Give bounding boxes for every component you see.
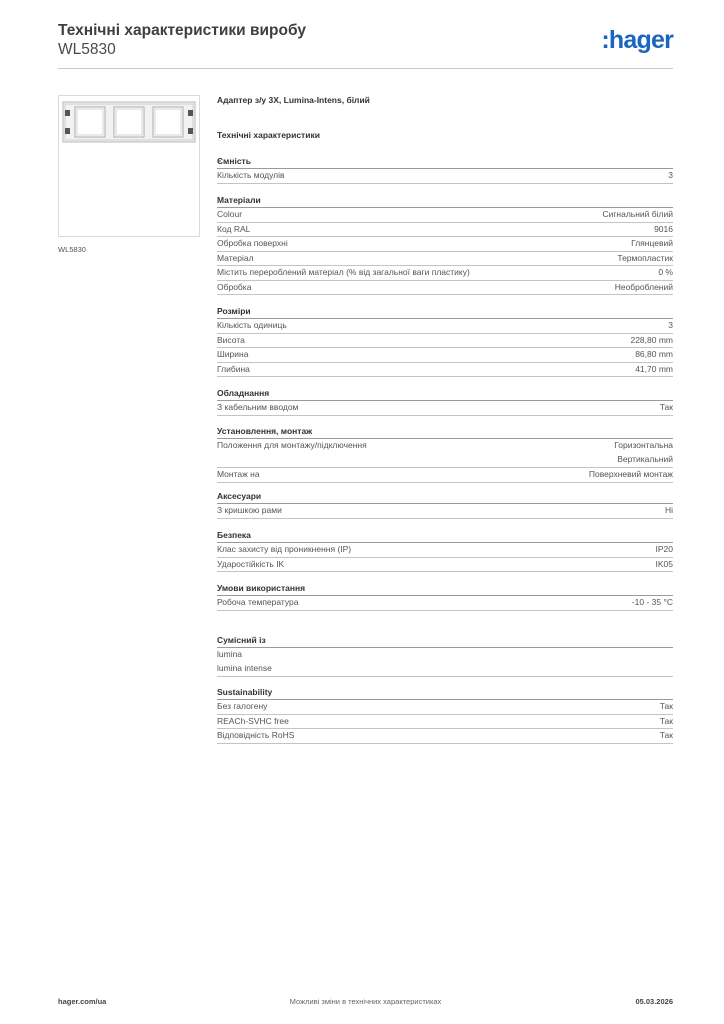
product-name: Адаптер з/у 3X, Lumina-Intens, білий: [217, 95, 370, 105]
spec-row: [217, 319, 673, 334]
spec-row: [217, 648, 673, 677]
disclaimer-text: Можливі зміни в технічних характеристиках: [289, 997, 442, 1006]
spec-row: [217, 208, 673, 223]
spec-value: Так: [659, 715, 673, 726]
spec-row: [217, 281, 673, 296]
spec-label: lumina intense: [217, 662, 272, 673]
specs-heading: Технічні характеристики: [217, 130, 320, 140]
group-title: Sustainability: [217, 686, 673, 700]
spec-label: Клас захисту від проникнення (IP): [217, 544, 352, 554]
spec-label: Глибина: [217, 363, 250, 374]
spec-value: 0 %: [658, 267, 673, 277]
spec-value: Необроблений: [614, 281, 673, 292]
spec-row: [217, 363, 673, 378]
spec-row: [217, 715, 673, 730]
group-title: Безпека: [217, 529, 673, 543]
spec-value: Горизонтальна: [614, 440, 673, 450]
spec-label: Без галогену: [217, 701, 268, 711]
group-title: Ємність: [217, 155, 673, 169]
group-compatible: [217, 634, 673, 677]
spec-row: [217, 401, 673, 416]
spec-value: Так: [659, 701, 673, 711]
document-title: Технічні характеристики виробу: [58, 22, 306, 39]
group-equipment: [217, 387, 673, 416]
spec-row: [217, 729, 673, 744]
spec-label: REACh-SVHC free: [217, 715, 289, 726]
spec-label: Робоча температура: [217, 597, 299, 607]
group-title: Розміри: [217, 305, 673, 319]
page-footer: [58, 997, 673, 1011]
spec-label: Матеріал: [217, 252, 254, 263]
spec-label: lumina: [217, 649, 243, 659]
spec-label: Ударостійкість IK: [217, 558, 285, 569]
product-image: [58, 95, 200, 237]
spec-value: IK05: [655, 558, 673, 569]
spec-label: Містить перероблений матеріал (% від загальної ваги пластику): [217, 267, 470, 277]
spec-row: [217, 169, 673, 184]
group-title: Сумісний із: [217, 634, 673, 648]
spec-label: Обробка: [217, 281, 252, 292]
spec-value: 228,80 mm: [630, 334, 673, 345]
image-caption: WL5830: [58, 245, 86, 254]
header-divider: [58, 68, 673, 69]
spec-value: IP20: [655, 544, 673, 554]
group-title: Матеріали: [217, 194, 673, 208]
spec-value: Так: [659, 402, 673, 412]
spec-row: [217, 468, 673, 483]
spec-row: [217, 543, 673, 558]
group-capacity: [217, 155, 673, 184]
spec-label: Colour: [217, 209, 243, 219]
group-title: Установлення, монтаж: [217, 425, 673, 439]
spec-value: 41,70 mm: [635, 363, 673, 374]
spec-row: [217, 348, 673, 363]
group-conditions: [217, 582, 673, 611]
group-title: Аксесуари: [217, 490, 673, 504]
spec-value: 86,80 mm: [635, 349, 673, 359]
spec-value: 3: [668, 320, 673, 330]
spec-label: Код RAL: [217, 223, 251, 234]
spec-value: Так: [659, 730, 673, 740]
spec-value: Сигнальний білий: [602, 209, 673, 219]
spec-row: [217, 558, 673, 573]
spec-label: Кількість одиниць: [217, 320, 287, 330]
spec-label: Обробка поверхні: [217, 238, 288, 248]
spec-label: З кабельним вводом: [217, 402, 299, 412]
frame-adapter-illustration: [59, 96, 199, 236]
spec-value: 3: [668, 170, 673, 180]
spec-row: [217, 237, 673, 252]
spec-label: Висота: [217, 334, 245, 345]
spec-label: Ширина: [217, 349, 249, 359]
group-dimensions: [217, 305, 673, 377]
spec-label: Кількість модулів: [217, 170, 285, 180]
spec-row: [217, 700, 673, 715]
spec-row: [217, 266, 673, 281]
group-sustainability: [217, 686, 673, 744]
spec-value: Поверхневий монтаж: [588, 469, 673, 479]
spec-label: Монтаж на: [217, 469, 260, 479]
spec-value: 9016: [654, 223, 673, 234]
product-code: WL5830: [58, 41, 116, 58]
document-date: 05.03.2026: [635, 997, 673, 1006]
spec-label: З кришкою рами: [217, 505, 282, 515]
spec-row: [217, 596, 673, 611]
spec-value: Термопластик: [617, 252, 673, 263]
spec-row: [217, 504, 673, 519]
group-title: Умови використання: [217, 582, 673, 596]
document-header: [58, 20, 673, 70]
spec-value: Вертикальний: [617, 453, 673, 464]
group-title: Обладнання: [217, 387, 673, 401]
spec-row: [217, 439, 673, 468]
spec-value: Глянцевий: [631, 238, 673, 248]
hager-logo[interactable]: :hager: [601, 26, 673, 54]
spec-value: Ні: [664, 505, 673, 515]
group-materials: [217, 194, 673, 295]
group-accessories: [217, 490, 673, 519]
group-safety: [217, 529, 673, 572]
group-installation: [217, 425, 673, 483]
spec-value: -10 - 35 °C: [631, 597, 673, 607]
spec-row: [217, 223, 673, 238]
website-link[interactable]: hager.com/ua: [58, 997, 107, 1006]
spec-label: Положення для монтажу/підключення: [217, 440, 367, 450]
spec-row: [217, 334, 673, 349]
spec-row: [217, 252, 673, 267]
spec-label: Відповідність RoHS: [217, 730, 295, 740]
